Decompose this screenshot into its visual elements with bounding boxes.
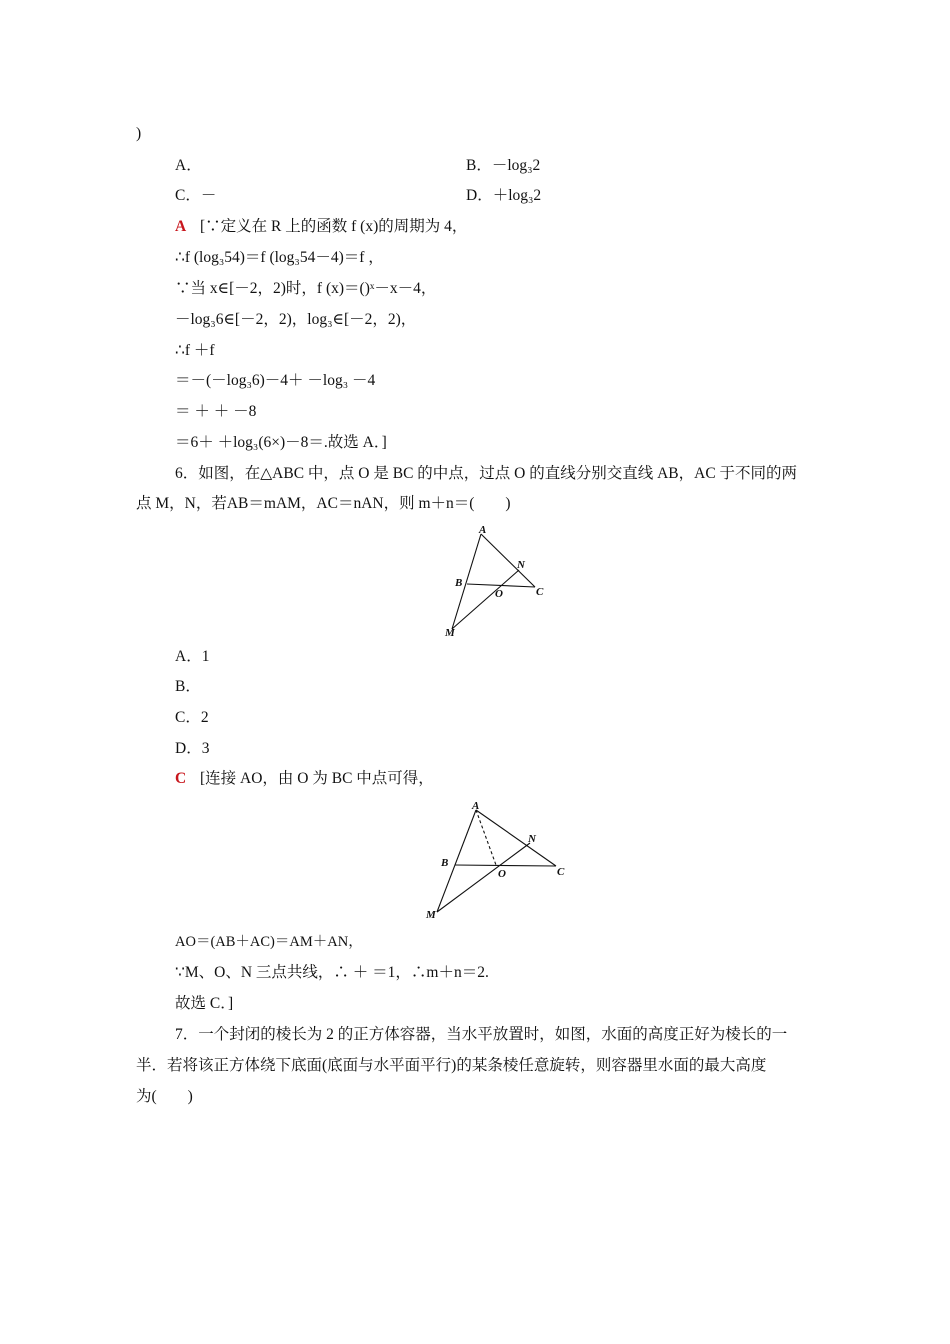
label-m: M — [445, 627, 455, 639]
label-b: B — [441, 857, 449, 869]
triangle-figure-2 — [420, 798, 572, 924]
label-n: N — [517, 559, 525, 571]
label-a: A — [472, 800, 480, 812]
q6-option-a: A．1 — [175, 648, 210, 665]
prev-solution-line-7: ＝ ＋ ＋ －8 — [175, 403, 257, 420]
prev-solution-line-3: ∵当 x∈[－2，2)时，f (x)＝()ˣ－x－4， — [175, 280, 437, 297]
prev-question-paren: ) — [136, 125, 142, 142]
label-o: O — [495, 588, 503, 600]
prev-option-d: D．＋log₃2 — [466, 187, 542, 204]
segment-bc — [455, 865, 556, 866]
label-m: M — [426, 909, 436, 921]
q6-solution-line-2: AO＝(AB＋AC)＝AM＋AN， — [175, 934, 363, 950]
label-c: C — [536, 586, 544, 598]
q7-stem-line-3: 为( ) — [136, 1088, 193, 1105]
q6-stem-line-2: 点 M，N，若AB＝mAM，AC＝nAN，则 m＋n＝( ) — [136, 495, 511, 512]
prev-solution-line-5: ∴f ＋f — [175, 342, 215, 359]
q6-answer-letter: C — [175, 770, 187, 787]
q6-solution-line-3: ∵M、O、N 三点共线，∴ ＋ ＝1，∴m＋n＝2. — [175, 964, 489, 981]
triangle-figure-1 — [438, 522, 550, 644]
q6-stem-line-1: 6．如图，在△ABC 中，点 O 是 BC 的中点，过点 O 的直线分别交直线 AB，AC 于不同的两 — [175, 465, 798, 482]
q6-solution-line-1: [连接 AO，由 O 为 BC 中点可得， — [200, 770, 434, 787]
q7-stem-line-1: 7．一个封闭的棱长为 2 的正方体容器，当水平放置时，如图，水面的高度正好为棱长的一 — [175, 1026, 788, 1043]
prev-solution-line-2: ∴f (log₃54)＝f (log₃54－4)＝f ， — [175, 249, 384, 266]
prev-option-c: C．－ — [175, 187, 217, 204]
prev-solution-line-8: ＝6＋ ＋log₃(6×)－8＝.故选 A．] — [175, 434, 387, 451]
segment-ao-dashed — [476, 810, 496, 865]
q6-option-d: D．3 — [175, 740, 210, 757]
q7-stem-line-2: 半．若将该正方体绕下底面(底面与水平面平行)的某条棱任意旋转，则容器里水面的最大高度 — [136, 1057, 767, 1074]
segment-mn — [437, 843, 530, 912]
q6-option-b: B． — [175, 678, 201, 695]
label-a: A — [479, 524, 487, 536]
label-c: C — [557, 866, 565, 878]
prev-option-b: B．－log₃2 — [466, 157, 541, 174]
q6-solution-line-4: 故选 C．] — [175, 995, 234, 1012]
label-b: B — [455, 577, 463, 589]
prev-answer-letter: A — [175, 218, 187, 235]
prev-solution-line-4: －log₃6∈[－2，2)，log₃∈[－2，2)， — [175, 311, 417, 328]
label-o: O — [498, 868, 506, 880]
prev-solution-line-1: [∵定义在 R 上的函数 f (x)的周期为 4， — [200, 218, 468, 235]
label-n: N — [528, 833, 536, 845]
q6-option-c: C．2 — [175, 709, 209, 726]
segment-ac — [476, 810, 556, 866]
prev-option-a: A． — [175, 157, 202, 174]
prev-solution-line-6: ＝－(－log₃6)－4＋ －log₃ －4 — [175, 372, 376, 389]
